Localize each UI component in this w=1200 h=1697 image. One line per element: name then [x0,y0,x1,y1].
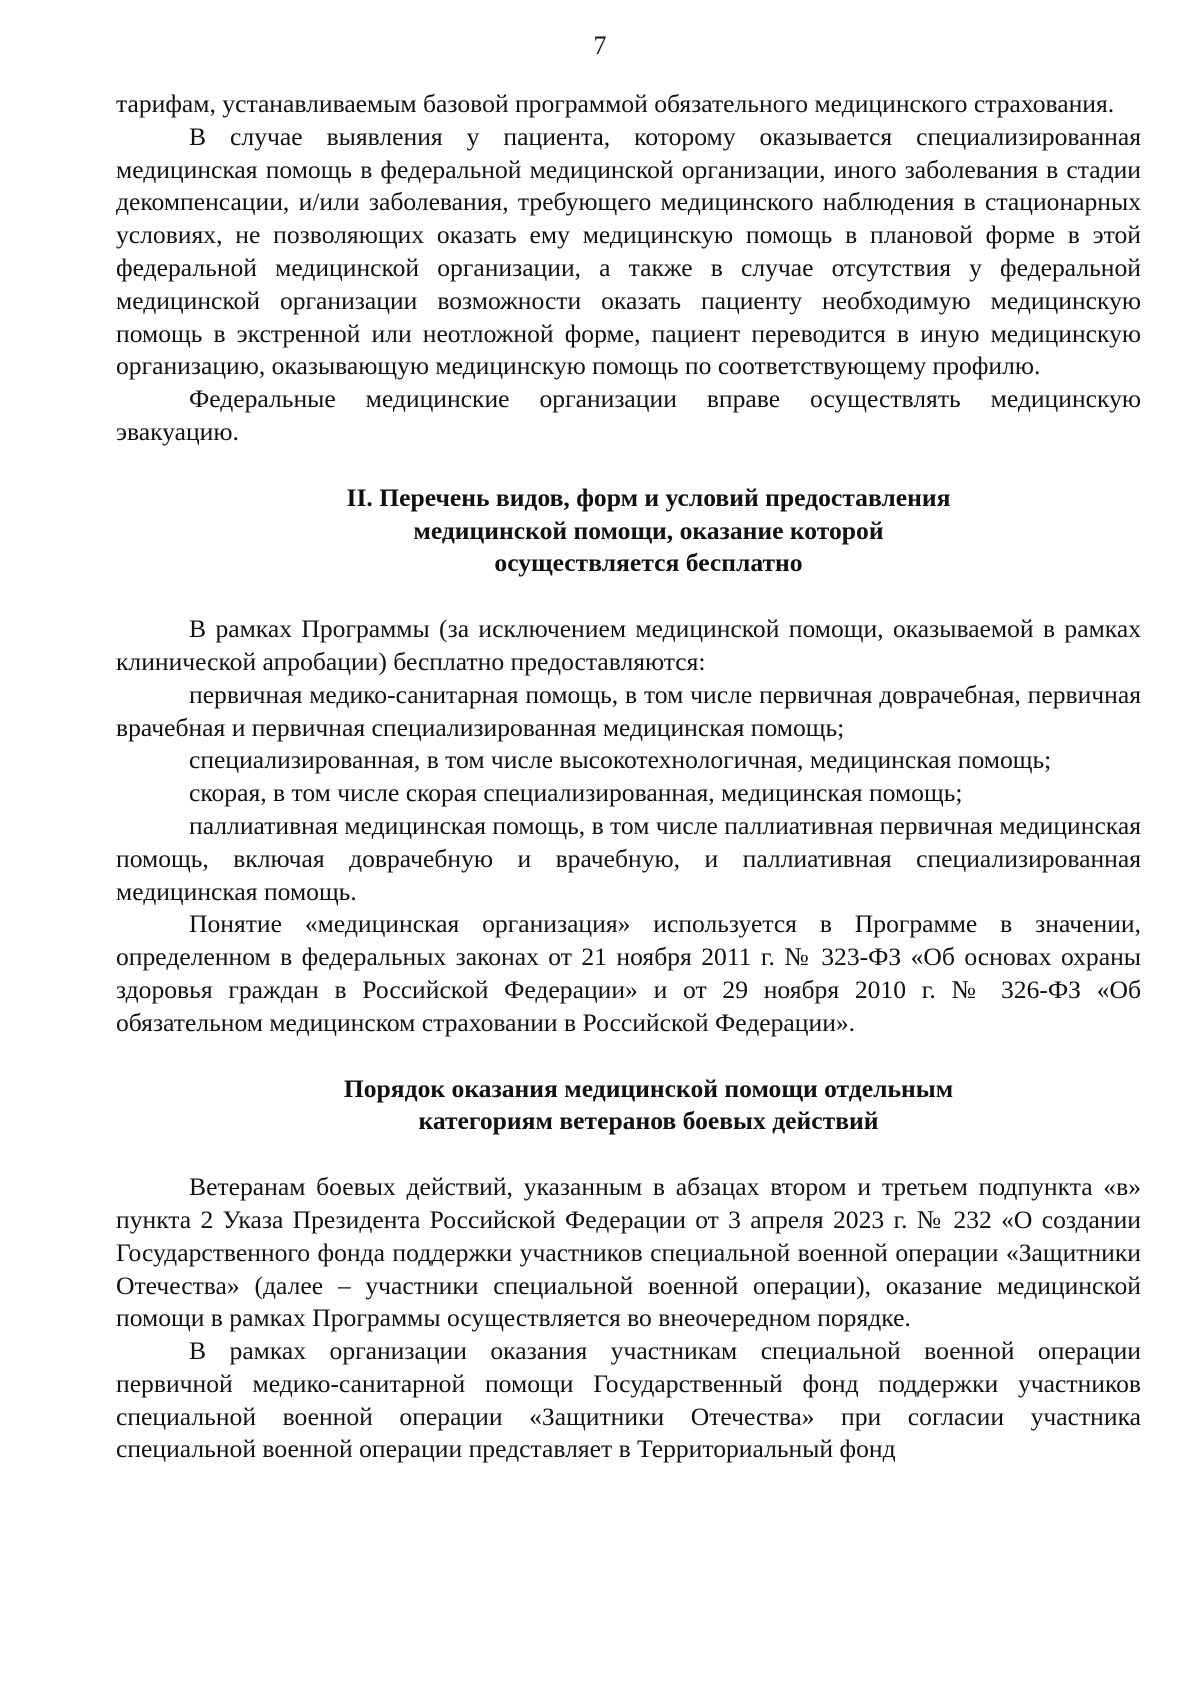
paragraph-program-free: В рамках Программы (за исключением медицинской помощи, оказываемой в рамках клинической апробации) бесплатно предоставляются: [116,614,1141,676]
page-number: 7 [593,31,607,60]
list-item-palliative-care: паллиативная медицинская помощь, в том числе паллиативная первичная медицинская помощь, включая доврачебную и врачебную, и паллиативная специализированная медицинская помощь. [116,810,1141,906]
section-heading-ii [116,482,1141,580]
document-body [116,88,1141,1466]
spacer [116,1040,1141,1073]
spacer [116,1138,1141,1171]
paragraph-federal-evacuation: Федеральные медицинские организации вправе осуществлять медицинскую эвакуацию. [116,384,1141,446]
list-item-specialized-care: специализированная, в том числе высокотехнологичная, медицинская помощь; [189,745,1052,775]
spacer [116,580,1141,613]
paragraph-medical-organization: Понятие «медицинская организация» используется в Программе в значении, определенном в федеральных законах от 21 ноября 2011 г. № 323-ФЗ «Об основах охраны здоровья граждан в Российской Федерации» и от 29 ноября 2010 г. № 326-ФЗ «Об обязательном медицинском страховании в Российской Федерации». [116,909,1141,1037]
paragraph-fund-defenders: В рамках организации оказания участникам специальной военной операции первичной медико-санитарной помощи Государственный фонд поддержки участников специальной военной операции «Защитники Отечества» при согласии участника специальной военной операции представляет в Территориальный фонд [116,1336,1141,1464]
paragraph-veterans-priority: Ветеранам боевых действий, указанным в абзацах втором и третьем подпункта «в» пункта 2 Указа Президента Российской Федерации от 3 апреля 2023 г. № 232 «О создании Государственного фонда поддержки участников специальной военной операции «Защитники Отечества» (далее – участники специальной военной операции), оказание медицинской помощи в рамках Программы осуществляется во внеочередном порядке. [116,1172,1141,1333]
heading-line: медицинской помощи, оказание которой [413,515,884,545]
paragraph-tariffs: тарифам, устанавливаемым базовой программой обязательного медицинского страхования. [116,89,1115,118]
heading-line: II. Перечень видов, форм и условий предоставления [346,482,951,512]
list-item-primary-care: первичная медико-санитарная помощь, в том числе первичная доврачебная, первичная врачебная и первичная специализированная медицинская помощь; [116,679,1141,742]
heading-line: категориям ветеранов боевых действий [418,1106,879,1136]
paragraph-patient-transfer: В случае выявления у пациента, которому оказывается специализированная медицинская помощь в федеральной медицинской организации, иного заболевания в стадии декомпенсации, и/или заболевания, требующего медицинского наблюдения в стационарных условиях, не позволяющих оказать ему медицинскую помощь в плановой форме в этой федеральной медицинской организации, а также в случае отсутствия у федеральной медицинской организации возможности оказать пациенту необходимую медицинскую помощь в экстренной или неотложной форме, пациент переводится в иную медицинскую организацию, оказывающую медицинскую помощь по соответствующему профилю. [116,121,1141,381]
heading-line: Порядок оказания медицинской помощи отдельным [343,1073,954,1103]
list-item-emergency-care: скорая, в том числе скорая специализированная, медицинская помощь; [189,778,963,808]
section-heading-veterans [116,1073,1141,1139]
heading-line: осуществляется бесплатно [494,548,803,578]
spacer [116,449,1141,482]
